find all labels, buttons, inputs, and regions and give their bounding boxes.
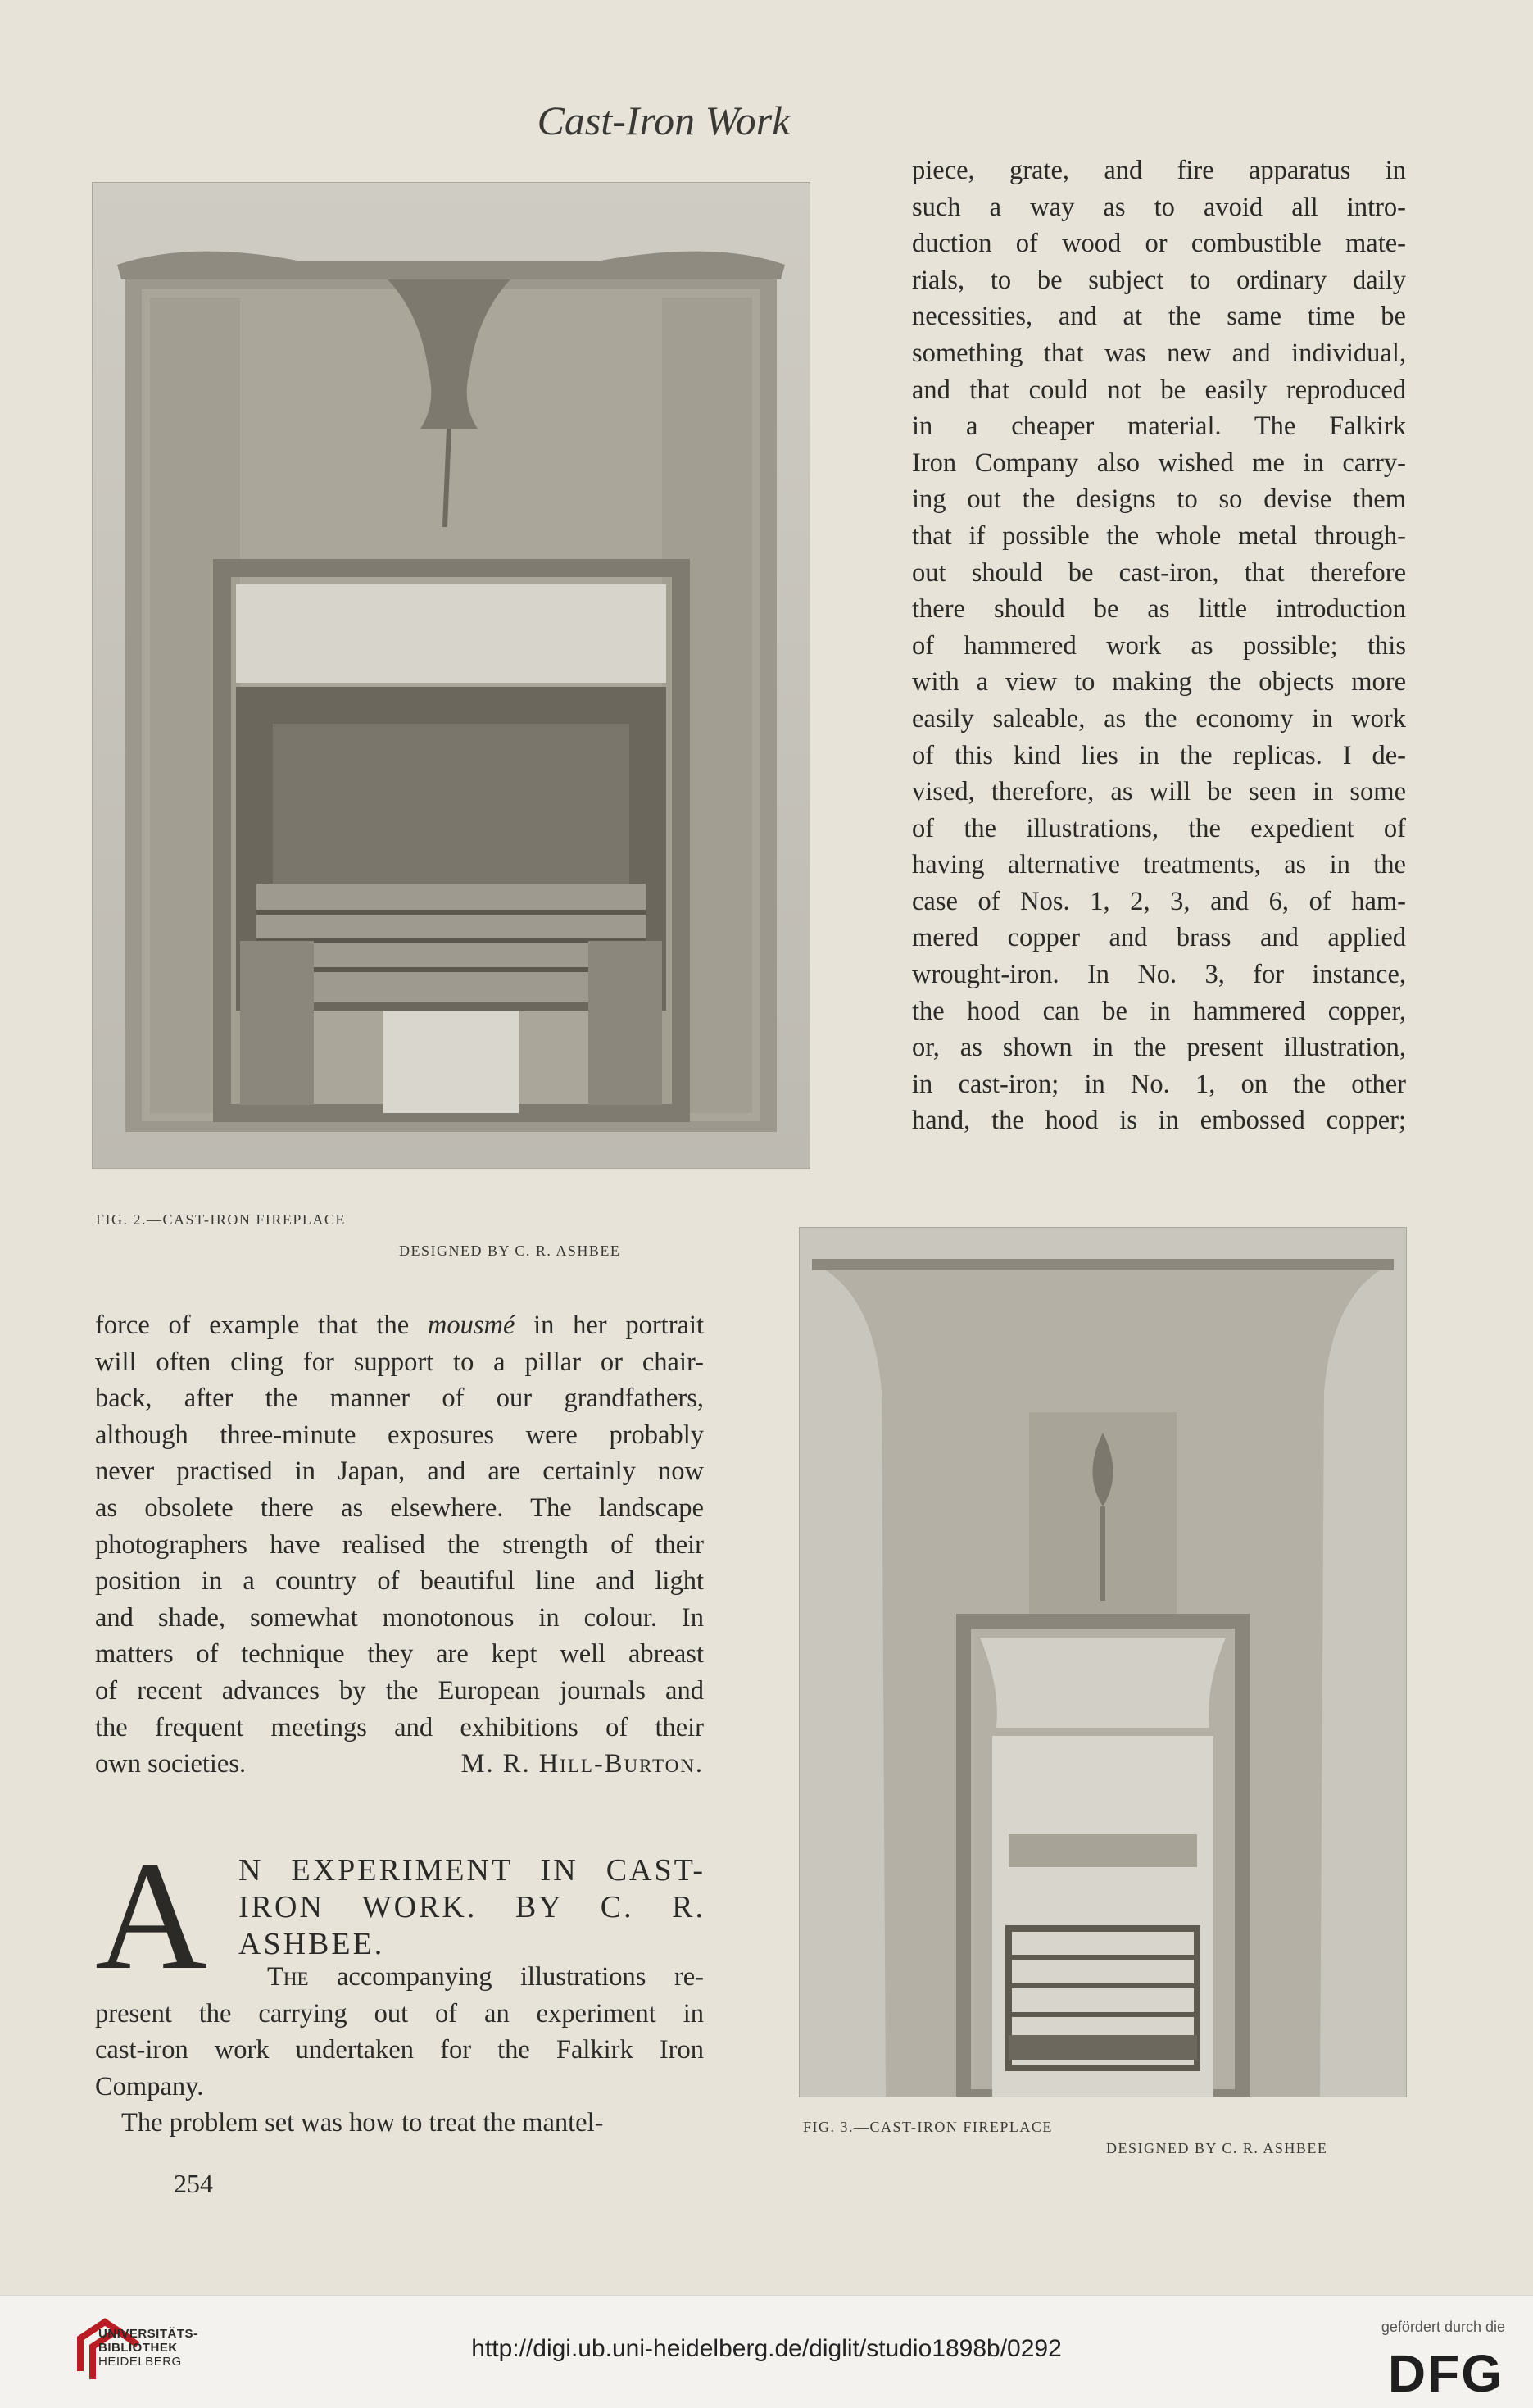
library-name-line: BIBLIOTHEK <box>98 2341 178 2355</box>
text-line: of this kind lies in the replicas. I de- <box>912 740 1406 770</box>
text-line: although three-minute exposures were probably <box>95 1420 704 1450</box>
text-line: mered copper and brass and applied <box>912 923 1406 953</box>
text-line: such a way as to avoid all intro- <box>912 192 1406 222</box>
figure-2-photo <box>92 182 810 1169</box>
text-line: hand, the hood is in embossed copper; <box>912 1106 1406 1136</box>
text-line: of hammered work as possible; this <box>912 630 1406 661</box>
text-line: will often cling for support to a pillar or chair- <box>95 1347 704 1377</box>
text-line: having alternative treatments, as in the <box>912 850 1406 880</box>
fireplace-illustration-2 <box>93 183 810 1168</box>
text-fragment: force of example that the <box>95 1311 428 1340</box>
text-line: in a cheaper material. The Falkirk <box>912 411 1406 442</box>
text-line: there should be as little introduction <box>912 594 1406 625</box>
text-fragment: own societies. <box>95 1749 247 1779</box>
text-line: and shade, somewhat monotonous in colour. In <box>95 1602 704 1633</box>
text-line: easily saleable, as the economy in work <box>912 703 1406 734</box>
text-line: never practised in Japan, and are certainly now <box>95 1456 704 1487</box>
text-line: out should be cast-iron, that therefore <box>912 557 1406 588</box>
figure-3-caption <box>803 2119 1426 2156</box>
text-line: vised, therefore, as will be seen in some <box>912 777 1406 807</box>
left-column-text <box>95 1307 704 1783</box>
text-line: matters of technique they are kept well abreast <box>95 1639 704 1670</box>
funding-label: gefördert durch die <box>1381 2319 1505 2335</box>
figure-2-caption <box>96 1211 702 1259</box>
figure-2-caption-title: FIG. 2.—CAST-IRON FIREPLACE <box>96 1211 346 1228</box>
closing-line <box>95 1746 704 1783</box>
text-line: position in a country of beautiful line and light <box>95 1566 704 1597</box>
figure-3-caption-credit: DESIGNED BY C. R. ASHBEE <box>1106 2140 1328 2156</box>
text-line: cast-iron work undertaken for the Falkirk Iron <box>95 2035 704 2065</box>
small-caps-word: The <box>267 1962 309 1992</box>
figure-3-photo <box>799 1227 1407 2097</box>
text-line: something that was new and individual, <box>912 338 1406 368</box>
fireplace-illustration-3 <box>800 1228 1406 2097</box>
text-line: The problem set was how to treat the mantel- <box>121 2108 604 2138</box>
running-head: Cast-Iron Work <box>537 98 791 143</box>
figure-3-caption-title: FIG. 3.—CAST-IRON FIREPLACE <box>803 2119 1053 2135</box>
italic-word: mousmé <box>427 1311 515 1340</box>
title-line: ASHBEE. <box>238 1927 385 1961</box>
text-line: back, after the manner of our grandfathers, <box>95 1383 704 1414</box>
drop-cap: A <box>95 1830 208 2002</box>
text-line: of the illustrations, the expedient of <box>912 813 1406 843</box>
text-line: wrought-iron. In No. 3, for instance, <box>912 960 1406 990</box>
text-line: rials, to be subject to ordinary daily <box>912 265 1406 295</box>
text-line: Iron Company also wished me in carry- <box>912 448 1406 478</box>
library-name-line: HEIDELBERG <box>98 2355 182 2369</box>
figure-2-caption-credit: DESIGNED BY C. R. ASHBEE <box>399 1243 621 1259</box>
text-line: case of Nos. 1, 2, 3, and 6, of ham- <box>912 886 1406 916</box>
permalink-url[interactable]: http://digi.ub.uni-heidelberg.de/diglit/studio1898b/0292 <box>471 2335 1062 2362</box>
library-name-line: UNIVERSITÄTS- <box>98 2327 198 2341</box>
text-fragment: in her portrait <box>515 1311 704 1340</box>
page-number: 254 <box>174 2169 213 2198</box>
text-line: the frequent meetings and exhibitions of their <box>95 1712 704 1742</box>
text-line: necessities, and at the same time be <box>912 302 1406 332</box>
title-line: IRON WORK. BY C. R. <box>238 1890 705 1924</box>
right-column-text <box>912 152 1406 1139</box>
text-line <box>267 1959 704 1996</box>
text-line: and that could not be easily reproduced <box>912 375 1406 405</box>
text-line: in cast-iron; in No. 1, on the other <box>912 1069 1406 1099</box>
text-line <box>95 1307 704 1344</box>
text-line: with a view to making the objects more <box>912 667 1406 697</box>
text-line: duction of wood or combustible mate- <box>912 229 1406 259</box>
text-line: that if possible the whole metal through- <box>912 520 1406 551</box>
text-line: or, as shown in the present illustration, <box>912 1033 1406 1063</box>
dfg-logo: DFG <box>1387 2344 1504 2403</box>
text-line: present the carrying out of an experiment in <box>95 1998 704 2029</box>
text-line: Company. <box>95 2071 204 2101</box>
title-line: N EXPERIMENT IN CAST- <box>238 1853 705 1888</box>
text-fragment: accompanying illustrations re- <box>308 1962 704 1992</box>
text-line: of recent advances by the European journals and <box>95 1675 704 1706</box>
text-line: ing out the designs to so devise them <box>912 484 1406 515</box>
text-line: the hood can be in hammered copper, <box>912 996 1406 1026</box>
text-line: photographers have realised the strength of their <box>95 1529 704 1560</box>
text-line: piece, grate, and fire apparatus in <box>912 156 1406 185</box>
article-body <box>95 1959 704 2142</box>
author-signature: M. R. Hill-Burton. <box>460 1749 704 1779</box>
footer-bar <box>0 2295 1533 2408</box>
text-line: as obsolete there as elsewhere. The landscape <box>95 1493 704 1523</box>
article-title <box>238 1852 705 1963</box>
